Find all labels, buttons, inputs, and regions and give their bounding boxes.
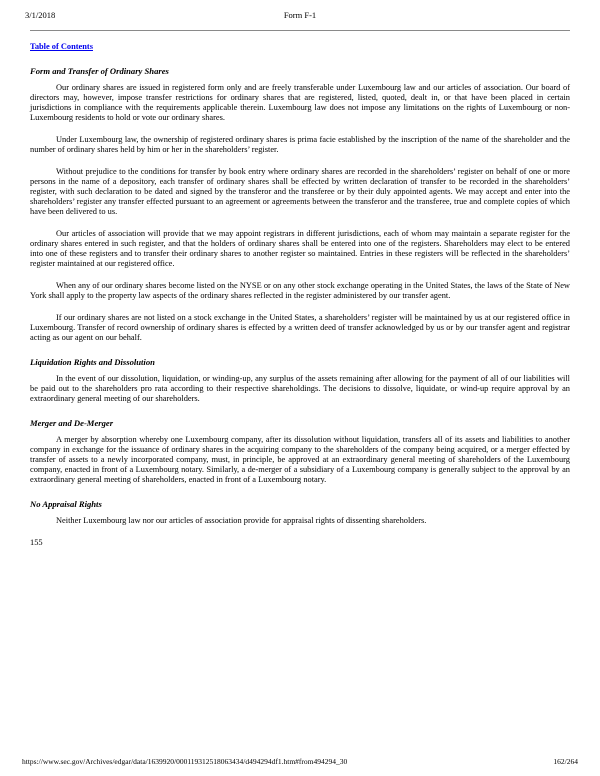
footer-url: https://www.sec.gov/Archives/edgar/data/1639920/000119312518063434/d494294df1.htm#from494294_30 [22,757,348,766]
print-footer [22,757,578,766]
paragraph: Without prejudice to the conditions for transfer by book entry where ordinary shares are recorded in the shareholders’ register on behalf of one or more persons in the name of a depository, each transfer of ordinary shares shall be effected by written declaration of transfer to be recorded in the shareholders’ register, with such declaration to be dated and signed by the transferor and the transferee or by their duly appointed agents. We may accept and enter into the shareholders’ register any transfer effected pursuant to an agreement or agreements between the transferor and the transferee, true and complete copies of which have been delivered to us. [30,167,570,216]
paragraph: Our articles of association will provide that we may appoint registrars in different jurisdictions, each of whom may maintain a separate register for the ordinary shares entered in such register, and that the holders of ordinary shares shall be entered into one of the registers. Shareholders may elect to be entered into one of these registers and to transfer their ordinary shares to another register so maintained. Entries in these registers will be reflected in the shareholders’ register maintained at our registered office. [30,229,570,268]
print-date: 3/1/2018 [25,10,56,20]
section-heading-form-and-transfer: Form and Transfer of Ordinary Shares [30,66,169,76]
footer-page-indicator: 162/264 [553,757,578,766]
paragraph: Our ordinary shares are issued in registered form only and are freely transferable under Luxembourg law and our articles of association. Our board of directors may, however, impose transfer restrictions for ordinary shares that are registered, listed, quoted, dealt in, or that have been placed in certain jurisdictions in compliance with the requirements applicable therein. Luxembourg law does not impose any limitations on the rights of Luxembourg or non-Luxembourg residents to hold or vote our ordinary shares. [30,83,570,122]
paragraph: Under Luxembourg law, the ownership of registered ordinary shares is prima facie established by the inscription of the name of the shareholder and the number of ordinary shares held by him or her in the shareholders’ register. [30,135,570,154]
paragraph: When any of our ordinary shares become listed on the NYSE or on any other stock exchange operating in the United States, the laws of the State of New York shall apply to the property law aspects of the ordinary shares reflected in the register administered by our transfer agent. [30,281,570,300]
section-heading-no-appraisal-rights: No Appraisal Rights [30,499,102,509]
document-body [30,31,570,560]
section-heading-merger-de-merger: Merger and De-Merger [30,418,114,428]
paragraph: A merger by absorption whereby one Luxembourg company, after its dissolution without liquidation, transfers all of its assets and liabilities to another company in exchange for the issuance of ordinary shares in the acquiring company to the shareholders of the company being acquired, or a merger effected by transfer of assets to a newly incorporated company, must, in principle, be approved at an extraordinary general meeting of shareholders of the Luxembourg company, enacted in front of a Luxembourg notary. Similarly, a de-merger of a subsidiary of a Luxembourg company is generally subject to the approval by an extraordinary general meeting of shareholders, enacted in front of a Luxembourg notary. [30,435,570,484]
print-header [25,10,575,22]
page-number: 155 [30,538,43,547]
toc-link[interactable]: Table of Contents [30,42,93,51]
section-heading-liquidation-rights: Liquidation Rights and Dissolution [30,357,155,367]
paragraph: If our ordinary shares are not listed on a stock exchange in the United States, a shareholders’ register will be maintained by us at our registered office in Luxembourg. Transfer of record ownership of ordinary shares is effected by a written deed of transfer acknowledged by us or by our transfer agent and registrar acting as our agent on our behalf. [30,313,570,342]
document-title: Form F-1 [283,10,317,20]
paragraph: Neither Luxembourg law nor our articles of association provide for appraisal rights of dissenting shareholders. [56,516,427,525]
paragraph: In the event of our dissolution, liquidation, or winding-up, any surplus of the assets remaining after allowing for the payment of all of our liabilities will be paid out to the shareholders pro rata according to their respective shareholdings. The decisions to dissolve, liquidate, or wind-up require approval by an extraordinary general meeting of our shareholders. [30,374,570,403]
